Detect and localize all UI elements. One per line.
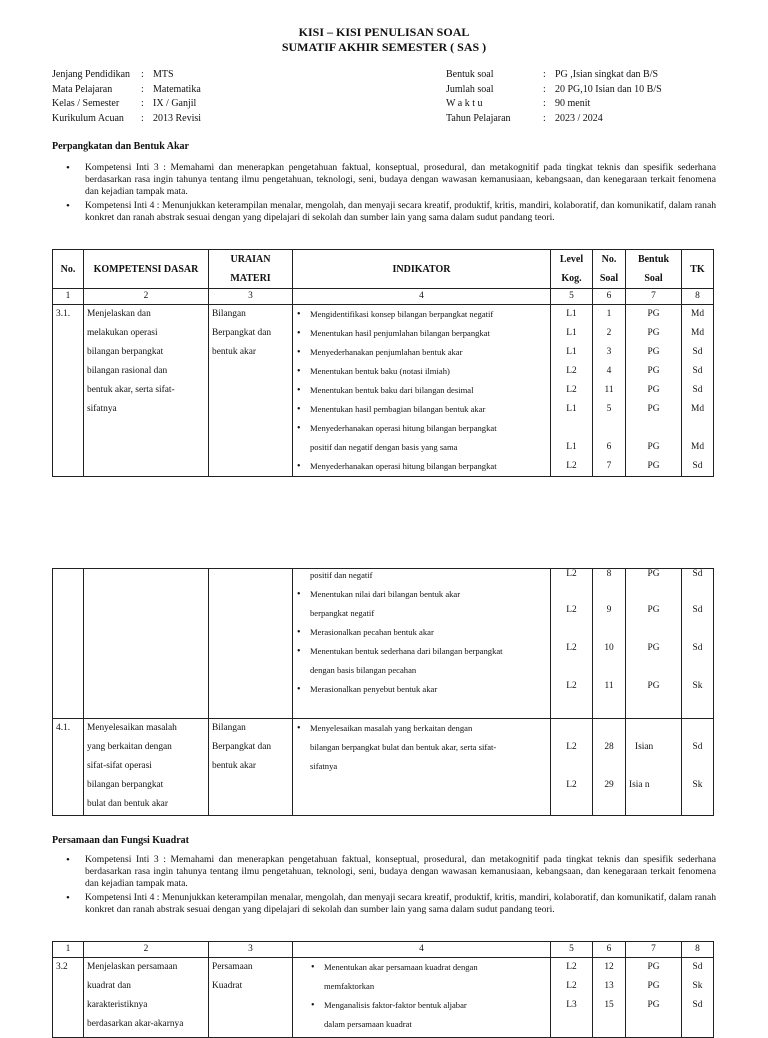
materi-cell-empty bbox=[209, 569, 293, 719]
bentuk-cell bbox=[626, 719, 682, 816]
col-number: 2 bbox=[84, 942, 209, 958]
tk-value: Sd bbox=[692, 962, 703, 972]
nosoal-value: 2 bbox=[606, 328, 612, 338]
kd-cell bbox=[84, 305, 209, 477]
kd-line: Menjelaskan dan bbox=[87, 309, 151, 319]
info-label: Jumlah soal bbox=[446, 83, 494, 95]
bentuk-value: Isian bbox=[635, 742, 654, 752]
nosoal-value: 8 bbox=[606, 569, 612, 579]
header-kd: KOMPETENSI DASAR bbox=[84, 250, 209, 289]
kd-line: bilangan berpangkat bbox=[87, 780, 164, 790]
header-materi-line1: URAIAN bbox=[230, 254, 271, 265]
level-value bbox=[554, 719, 589, 738]
nosoal-value: 6 bbox=[606, 442, 612, 452]
level-value: L2 bbox=[566, 742, 577, 752]
nosoal-value: 11 bbox=[604, 681, 614, 691]
kd-line: melakukan operasi bbox=[87, 328, 158, 338]
level-value: L2 bbox=[566, 461, 577, 471]
table-row bbox=[53, 719, 714, 816]
tk-value bbox=[685, 582, 710, 601]
tk-value bbox=[685, 757, 710, 776]
header-bentuk-line2: Soal bbox=[644, 273, 663, 284]
info-value: MTS bbox=[153, 69, 174, 80]
indicator-list bbox=[293, 305, 550, 476]
tk-value bbox=[685, 1015, 710, 1034]
col-number: 4 bbox=[293, 289, 551, 305]
level-cell bbox=[551, 569, 593, 719]
info-label: Kelas / Semester bbox=[52, 98, 120, 109]
table-row bbox=[53, 958, 714, 1038]
materi-cell bbox=[209, 958, 293, 1038]
indicator-cell bbox=[293, 719, 551, 816]
grid-table-1 bbox=[52, 249, 714, 477]
materi-line: Berpangkat dan bbox=[212, 742, 272, 752]
level-value bbox=[554, 658, 589, 677]
tk-value bbox=[685, 620, 710, 639]
tk-value: Sk bbox=[692, 780, 703, 790]
row-number-empty bbox=[53, 569, 84, 719]
bentuk-value: PG bbox=[647, 1000, 660, 1010]
bentuk-value: PG bbox=[647, 461, 660, 471]
indicator-item-continuation: dalam persamaan kuadrat bbox=[324, 1019, 412, 1029]
level-value: L2 bbox=[566, 385, 577, 395]
indicator-item-continuation: memfaktorkan bbox=[324, 981, 375, 991]
tk-value: Sd bbox=[692, 643, 703, 653]
bentuk-cell bbox=[626, 569, 682, 719]
kd-line: bilangan berpangkat bbox=[87, 347, 164, 357]
core-competency-item: • Kompetensi Inti 3 : Memahami dan menerapkan pengetahuan faktual, konseptual, prosedural, dan metakognitif pada tingkat teknis dan spesifik sederhana berdasarkan rasa ingin tahunya tentang ilmu pengetahuan, teknologi, seni, budaya dengan wawasan kemanusiaan, kebangsaan, dan kenegaraan terkait fenomena dan kejadian tampak mata. bbox=[52, 162, 716, 198]
level-cell bbox=[551, 305, 593, 477]
bentuk-value: PG bbox=[647, 328, 660, 338]
materi-line: Berpangkat dan bbox=[212, 328, 272, 338]
kd-line: bulat dan bentuk akar bbox=[87, 799, 168, 809]
indicator-item: • Merasionalkan penyebut bentuk akar bbox=[293, 680, 550, 699]
column-number-row bbox=[53, 289, 714, 305]
tk-cell bbox=[682, 958, 714, 1038]
bentuk-value bbox=[629, 719, 678, 738]
level-cell bbox=[551, 719, 593, 816]
col-number: 7 bbox=[626, 289, 682, 305]
row-number: 3.1. bbox=[53, 305, 84, 477]
col-number: 4 bbox=[293, 942, 551, 958]
info-separator: : bbox=[141, 98, 144, 109]
level-value: L2 bbox=[566, 981, 577, 991]
indicator-list bbox=[293, 719, 550, 776]
info-label: Tahun Pelajaran bbox=[446, 112, 511, 124]
bentuk-value bbox=[629, 419, 678, 438]
header-level-line1: Level bbox=[559, 254, 584, 265]
nosoal-value: 9 bbox=[606, 605, 612, 615]
core-competency-list bbox=[52, 162, 716, 226]
nosoal-value bbox=[596, 620, 622, 639]
header-level bbox=[551, 250, 593, 289]
materi-line: bentuk akar bbox=[212, 347, 256, 357]
nosoal-value: 28 bbox=[604, 742, 614, 752]
bentuk-value: PG bbox=[647, 962, 660, 972]
bentuk-value bbox=[629, 582, 678, 601]
bentuk-value: PG bbox=[647, 681, 660, 691]
header-no: No. bbox=[53, 250, 84, 289]
nosoal-value: 7 bbox=[606, 461, 612, 471]
indicator-item-continuation: berpangkat negatif bbox=[310, 608, 375, 618]
level-value: L1 bbox=[566, 328, 577, 338]
bentuk-value: PG bbox=[647, 347, 660, 357]
header-bentuk-line1: Bentuk bbox=[637, 254, 670, 265]
header-nosoal-line2: Soal bbox=[599, 273, 619, 284]
level-value: L1 bbox=[566, 309, 577, 319]
indicator-item: • Menentukan hasil pembagian bilangan bentuk akar bbox=[293, 400, 550, 419]
bentuk-value bbox=[629, 620, 678, 639]
bentuk-cell bbox=[626, 305, 682, 477]
indicator-item-continuation: bilangan berpangkat bulat dan bentuk akar, serta sifat- bbox=[310, 742, 497, 752]
nosoal-cell bbox=[593, 569, 626, 719]
level-value bbox=[554, 757, 589, 776]
level-value bbox=[554, 582, 589, 601]
indicator-item-continuation: positif dan negatif dengan basis yang sama bbox=[310, 442, 458, 452]
info-separator: : bbox=[543, 83, 546, 95]
info-separator: : bbox=[543, 98, 546, 109]
info-separator: : bbox=[141, 69, 144, 80]
header-nosoal-line1: No. bbox=[601, 254, 617, 265]
kd-line: yang berkaitan dengan bbox=[87, 742, 172, 752]
nosoal-value bbox=[596, 582, 622, 601]
level-value: L2 bbox=[566, 962, 577, 972]
nosoal-value: 15 bbox=[604, 1000, 614, 1010]
nosoal-value: 29 bbox=[604, 780, 614, 790]
bentuk-cell bbox=[626, 958, 682, 1038]
core-competency-item: • Kompetensi Inti 3 : Memahami dan menerapkan pengetahuan faktual, konseptual, prosedural, dan metakognitif pada tingkat teknis dan spesifik sederhana berdasarkan rasa ingin tahunya tentang ilmu pengetahuan, teknologi, seni, budaya dengan wawasan kemanusiaan, kebangsaan, dan kenegaraan terkait fenomena dan kejadian tampak mata. bbox=[52, 854, 716, 890]
materi-line: bentuk akar bbox=[212, 761, 256, 771]
level-value: L3 bbox=[566, 1000, 577, 1010]
header-level-line2: Kog. bbox=[561, 273, 582, 284]
nosoal-value bbox=[596, 658, 622, 677]
grid-table-2 bbox=[52, 568, 714, 816]
tk-value: Sd bbox=[692, 385, 703, 395]
header-materi bbox=[209, 250, 293, 289]
col-number: 8 bbox=[682, 289, 714, 305]
indicator-list bbox=[293, 566, 550, 699]
nosoal-value bbox=[596, 757, 622, 776]
tk-value: Md bbox=[690, 442, 705, 452]
header-tk: TK bbox=[682, 250, 714, 289]
indicator-item: • Menyederhanakan operasi hitung bilangan berpangkat bbox=[293, 419, 550, 438]
nosoal-value: 4 bbox=[606, 366, 612, 376]
info-label: Jenjang Pendidikan bbox=[52, 69, 131, 80]
indicator-item: • Merasionalkan pecahan bentuk akar bbox=[293, 623, 550, 642]
info-value: 20 PG,10 Isian dan 10 B/S bbox=[555, 83, 662, 95]
info-label: Mata Pelajaran bbox=[52, 83, 113, 95]
row-number: 4.1. bbox=[53, 719, 84, 816]
col-number: 5 bbox=[551, 942, 593, 958]
level-value: L1 bbox=[566, 442, 577, 452]
table-row bbox=[53, 305, 714, 477]
tk-value: Sd bbox=[692, 366, 703, 376]
kd-line: sifat-sifat operasi bbox=[87, 761, 152, 771]
indicator-item: • Menganalisis faktor-faktor bentuk aljabar bbox=[307, 996, 550, 1015]
tk-value: Md bbox=[690, 404, 705, 414]
tk-value: Sd bbox=[692, 347, 703, 357]
level-value: L1 bbox=[566, 347, 577, 357]
kd-line: sifatnya bbox=[87, 404, 117, 414]
indicator-item: • Menentukan hasil penjumlahan bilangan berpangkat bbox=[293, 324, 550, 343]
bentuk-value: PG bbox=[647, 309, 660, 319]
indicator-item-continuation: dengan basis bilangan pecahan bbox=[310, 665, 417, 675]
kd-line: bilangan rasional dan bbox=[87, 366, 168, 376]
info-label: Bentuk soal bbox=[446, 69, 494, 80]
document-subtitle: SUMATIF AKHIR SEMESTER ( SAS ) bbox=[281, 40, 487, 54]
level-value: L2 bbox=[566, 681, 577, 691]
bentuk-value: PG bbox=[647, 366, 660, 376]
level-value: L2 bbox=[566, 780, 577, 790]
materi-line: Kuadrat bbox=[212, 981, 243, 991]
bentuk-value: PG bbox=[647, 605, 660, 615]
bentuk-value: PG bbox=[647, 404, 660, 414]
info-value: 2013 Revisi bbox=[153, 112, 202, 124]
core-competency-list bbox=[52, 854, 716, 918]
indicator-item: • Menentukan bentuk baku dari bilangan desimal bbox=[293, 381, 550, 400]
info-left bbox=[52, 68, 201, 126]
nosoal-value: 3 bbox=[606, 347, 612, 357]
col-number: 7 bbox=[626, 942, 682, 958]
tk-cell bbox=[682, 719, 714, 816]
tk-value: Sd bbox=[692, 1000, 703, 1010]
kd-line: berdasarkan akar-akarnya bbox=[87, 1019, 184, 1029]
materi-line: Persamaan bbox=[212, 962, 253, 972]
indicator-item: • Menyelesaikan masalah yang berkaitan dengan bbox=[293, 719, 550, 738]
info-separator: : bbox=[141, 112, 144, 124]
kd-line: Menyelesaikan masalah bbox=[87, 723, 177, 733]
info-label: Kurikulum Acuan bbox=[52, 112, 124, 124]
info-value: IX / Ganjil bbox=[153, 98, 197, 109]
indicator-list bbox=[307, 958, 550, 1034]
nosoal-value bbox=[596, 1015, 622, 1034]
nosoal-value: 11 bbox=[604, 385, 614, 395]
tk-cell bbox=[682, 305, 714, 477]
indicator-item: • Menentukan bentuk baku (notasi ilmiah) bbox=[293, 362, 550, 381]
col-number: 6 bbox=[593, 289, 626, 305]
nosoal-value: 5 bbox=[606, 404, 612, 414]
level-value bbox=[554, 1015, 589, 1034]
bentuk-value: PG bbox=[647, 981, 660, 991]
header-row bbox=[53, 250, 714, 289]
nosoal-value bbox=[596, 719, 622, 738]
col-number: 3 bbox=[209, 289, 293, 305]
info-separator: : bbox=[543, 112, 546, 124]
indicator-item: • Menyederhanakan operasi hitung bilangan berpangkat bbox=[293, 457, 550, 476]
kd-line: bentuk akar, serta sifat- bbox=[87, 385, 175, 395]
section-title: Perpangkatan dan Bentuk Akar bbox=[52, 141, 189, 152]
indicator-item: • Menentukan bentuk sederhana dari bilangan berpangkat bbox=[293, 642, 550, 661]
kd-line: karakteristiknya bbox=[87, 1000, 148, 1010]
level-value: L2 bbox=[566, 605, 577, 615]
info-value: Matematika bbox=[153, 83, 201, 95]
kd-line: Menjelaskan persamaan bbox=[87, 962, 178, 972]
nosoal-cell bbox=[593, 958, 626, 1038]
kd-line: kuadrat dan bbox=[87, 981, 131, 991]
nosoal-value: 13 bbox=[604, 981, 614, 991]
level-value: L1 bbox=[566, 404, 577, 414]
indicator-cell bbox=[293, 958, 551, 1038]
bentuk-value: Isia n bbox=[629, 780, 650, 790]
nosoal-value: 1 bbox=[606, 309, 612, 319]
indicator-item: • Menentukan akar persamaan kuadrat dengan bbox=[307, 958, 550, 977]
core-competency-item: • Kompetensi Inti 4 : Menunjukkan keterampilan menalar, mengolah, dan menyaji secara kreatif, produktif, kritis, mandiri, kolaboratif, dan komunikatif, dalam ranah konkret dan ranah abstrak sesuai dengan yang dipelajari di sekolah dan sumber lain yang sama dalam sudut pandang teori. bbox=[52, 892, 716, 916]
grid-table-3 bbox=[52, 941, 714, 1038]
indicator-item-continuation: sifatnya bbox=[310, 761, 338, 771]
table-row bbox=[53, 569, 714, 719]
col-number: 3 bbox=[209, 942, 293, 958]
bentuk-value: PG bbox=[647, 569, 660, 579]
tk-value: Sk bbox=[692, 981, 703, 991]
info-value: 2023 / 2024 bbox=[555, 112, 603, 124]
nosoal-cell bbox=[593, 719, 626, 816]
nosoal-cell bbox=[593, 305, 626, 477]
row-number: 3.2 bbox=[53, 958, 84, 1038]
indicator-item-continuation: positif dan negatif bbox=[310, 570, 373, 580]
info-right bbox=[446, 68, 662, 126]
bentuk-value bbox=[629, 757, 678, 776]
nosoal-value bbox=[596, 419, 622, 438]
kd-cell-empty bbox=[84, 569, 209, 719]
level-value bbox=[554, 419, 589, 438]
info-label: W a k t u bbox=[446, 98, 483, 109]
bentuk-value: PG bbox=[647, 442, 660, 452]
tk-value: Md bbox=[690, 309, 705, 319]
document-title: KISI – KISI PENULISAN SOAL bbox=[298, 25, 470, 39]
col-number: 6 bbox=[593, 942, 626, 958]
bentuk-value bbox=[629, 658, 678, 677]
col-number: 1 bbox=[53, 289, 84, 305]
level-value bbox=[554, 620, 589, 639]
kd-cell bbox=[84, 719, 209, 816]
indicator-item: • Menyederhanakan penjumlahan bentuk akar bbox=[293, 343, 550, 362]
level-value: L2 bbox=[566, 366, 577, 376]
header-indikator: INDIKATOR bbox=[293, 250, 551, 289]
bentuk-value: PG bbox=[647, 643, 660, 653]
materi-line: Bilangan bbox=[212, 723, 246, 733]
level-value: L2 bbox=[566, 643, 577, 653]
tk-value: Sd bbox=[692, 461, 703, 471]
nosoal-value: 12 bbox=[604, 962, 614, 972]
indicator-cell bbox=[293, 569, 551, 719]
bentuk-value bbox=[629, 1015, 678, 1034]
indicator-cell bbox=[293, 305, 551, 477]
materi-cell bbox=[209, 305, 293, 477]
materi-cell bbox=[209, 719, 293, 816]
kd-cell bbox=[84, 958, 209, 1038]
level-cell bbox=[551, 958, 593, 1038]
bentuk-value: PG bbox=[647, 385, 660, 395]
col-number: 8 bbox=[682, 942, 714, 958]
tk-value: Md bbox=[690, 328, 705, 338]
header-nosoal bbox=[593, 250, 626, 289]
col-number: 2 bbox=[84, 289, 209, 305]
info-value: 90 menit bbox=[555, 98, 591, 109]
header-materi-line2: MATERI bbox=[230, 273, 271, 284]
indicator-item: • Menentukan nilai dari bilangan bentuk akar bbox=[293, 585, 550, 604]
core-competency-item: • Kompetensi Inti 4 : Menunjukkan keterampilan menalar, mengolah, dan menyaji secara kreatif, produktif, kritis, mandiri, kolaboratif, dan komunikatif, dalam ranah konkret dan ranah abstrak sesuai dengan yang dipelajari di sekolah dan sumber lain yang sama dalam sudut pandang teori. bbox=[52, 200, 716, 224]
tk-value: Sk bbox=[692, 681, 703, 691]
info-separator: : bbox=[141, 83, 144, 95]
level-value: L2 bbox=[566, 569, 577, 579]
info-separator: : bbox=[543, 69, 546, 80]
nosoal-value: 10 bbox=[604, 643, 614, 653]
section-title: Persamaan dan Fungsi Kuadrat bbox=[52, 835, 189, 846]
col-number: 1 bbox=[53, 942, 84, 958]
column-number-row bbox=[53, 942, 714, 958]
indicator-item: • Mengidentifikasi konsep bilangan berpangkat negatif bbox=[293, 305, 550, 324]
info-value: PG ,Isian singkat dan B/S bbox=[555, 69, 659, 80]
tk-value: Sd bbox=[692, 605, 703, 615]
tk-value: Sd bbox=[692, 569, 703, 579]
tk-value: Sd bbox=[692, 742, 703, 752]
tk-cell bbox=[682, 569, 714, 719]
header-bentuk bbox=[626, 250, 682, 289]
tk-value bbox=[685, 419, 710, 438]
tk-value bbox=[685, 719, 710, 738]
tk-value bbox=[685, 658, 710, 677]
col-number: 5 bbox=[551, 289, 593, 305]
materi-line: Bilangan bbox=[212, 309, 246, 319]
